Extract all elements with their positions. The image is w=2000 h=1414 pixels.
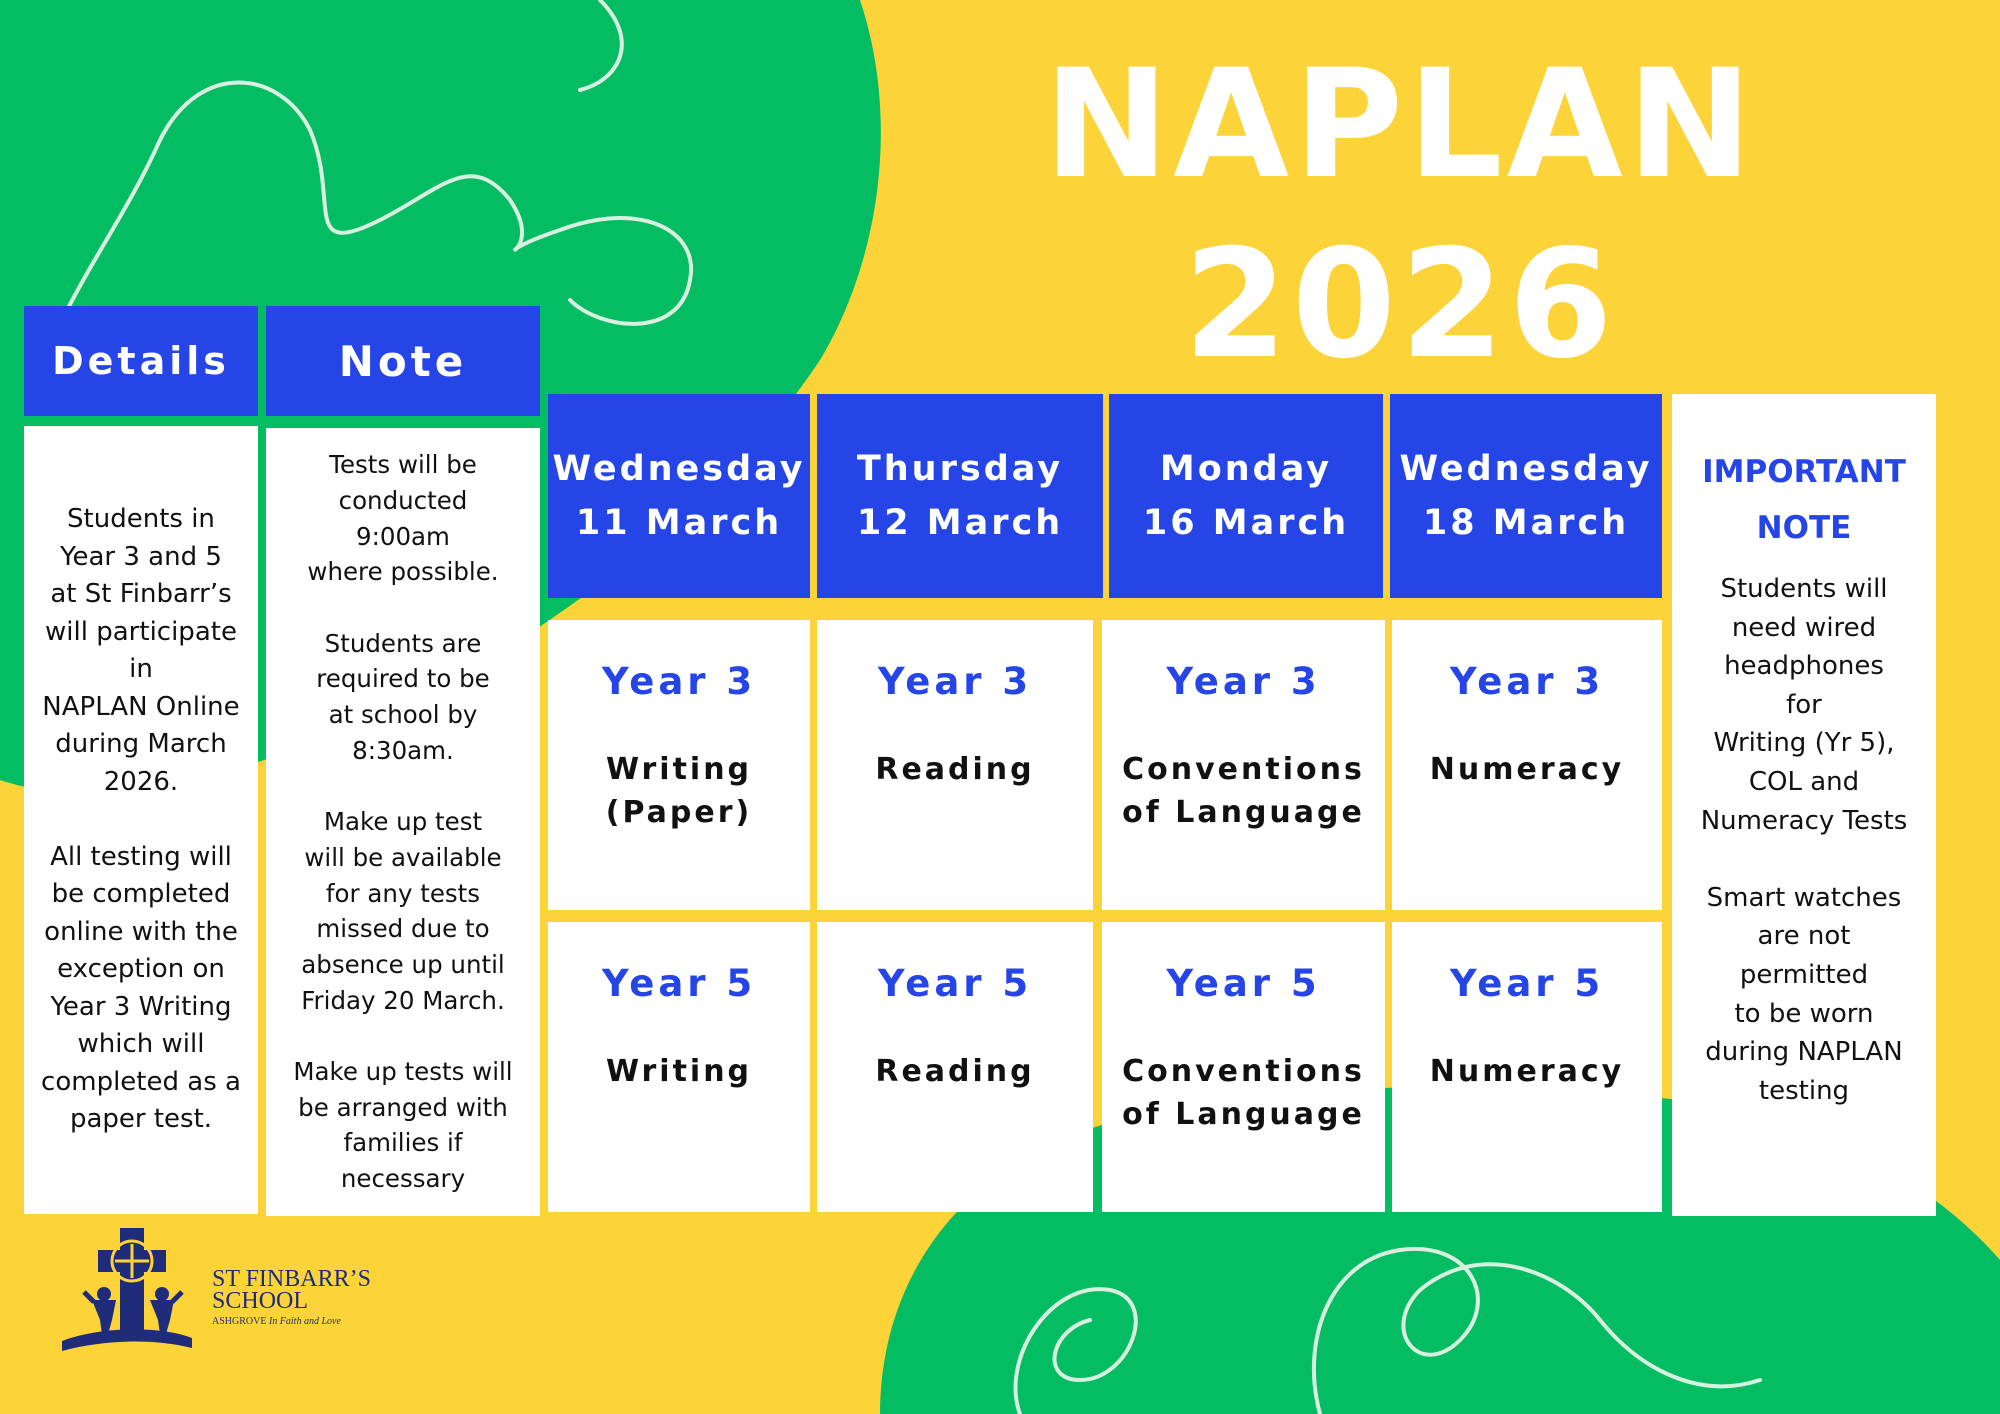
subject-label: Conventions of Language — [1122, 1054, 1365, 1132]
year-label: Year 3 — [1166, 660, 1321, 703]
year-label: Year 5 — [1166, 962, 1321, 1005]
school-name-line2: SCHOOL — [212, 1288, 309, 1314]
subject-label: Reading — [875, 1054, 1035, 1089]
day-header-4 — [1390, 394, 1662, 598]
year-label: Year 5 — [1449, 962, 1605, 1005]
details-body: Students in Year 3 and 5 at St Finbarr’s will participate in NAPLAN Online during March 2026. All testing will be completed online with the exception on Year 3 Writing which will completed as a paper test. — [24, 426, 258, 1214]
day-date: 16 March — [1142, 503, 1350, 543]
schedule-cell-year3-day2 — [817, 620, 1093, 910]
school-name — [212, 1268, 371, 1327]
schedule-cell-year5-day3 — [1102, 922, 1385, 1212]
day-header-1 — [548, 394, 810, 598]
title-naplan: NAPLAN — [1043, 38, 1757, 212]
year-label: Year 3 — [877, 660, 1033, 703]
day-header-2 — [817, 394, 1103, 598]
day-weekday: Wednesday — [1399, 449, 1653, 489]
day-date: 11 March — [575, 503, 783, 543]
important-note-box — [1672, 394, 1936, 1216]
note-header: Note — [266, 306, 540, 416]
schedule-cell-year3-day4 — [1392, 620, 1662, 910]
schedule-cell-year3-day1 — [548, 620, 810, 910]
important-note-title: IMPORTANT NOTE — [1702, 454, 1906, 546]
details-header: Details — [24, 306, 258, 416]
year-label: Year 5 — [601, 962, 757, 1005]
cross-with-children-icon — [62, 1226, 202, 1356]
subject-label: Writing (Paper) — [605, 752, 753, 830]
day-date: 18 March — [1422, 503, 1630, 543]
day-weekday: Thursday — [856, 449, 1064, 489]
school-motto: In Faith and Love — [268, 1316, 341, 1327]
schedule-cell-year3-day3 — [1102, 620, 1385, 910]
day-header-3 — [1109, 394, 1383, 598]
subject-label: Numeracy — [1429, 752, 1625, 787]
school-name-line1: ST FINBARR’S — [212, 1266, 371, 1292]
title-year: 2026 — [1183, 218, 1617, 392]
subject-label: Reading — [875, 752, 1035, 787]
schedule-cell-year5-day4 — [1392, 922, 1662, 1212]
day-weekday: Monday — [1159, 449, 1333, 489]
subject-label: Conventions of Language — [1122, 752, 1365, 830]
schedule-cell-year5-day2 — [817, 922, 1093, 1212]
year-label: Year 3 — [601, 660, 757, 703]
subject-label: Writing — [605, 1054, 753, 1089]
school-logo — [62, 1226, 392, 1356]
subject-label: Numeracy — [1429, 1054, 1625, 1089]
school-suburb: ASHGROVE — [212, 1316, 267, 1327]
year-label: Year 3 — [1449, 660, 1605, 703]
school-tagline — [212, 1316, 371, 1327]
day-date: 12 March — [856, 503, 1064, 543]
day-weekday: Wednesday — [552, 449, 806, 489]
year-label: Year 5 — [877, 962, 1033, 1005]
note-body: Tests will be conducted 9:00am where possible. Students are required to be at school by 8:30am. Make up test will be available for any tests missed due to absence up until Friday 20 March. Make up tests will be arranged with families if necessary — [266, 428, 540, 1216]
important-note-body: Students will need wired headphones for Writing (Yr 5), COL and Numeracy Tests Smart watches are not permitted to be worn during NAPLAN testing — [1700, 574, 1908, 1106]
schedule-cell-year5-day1 — [548, 922, 810, 1212]
